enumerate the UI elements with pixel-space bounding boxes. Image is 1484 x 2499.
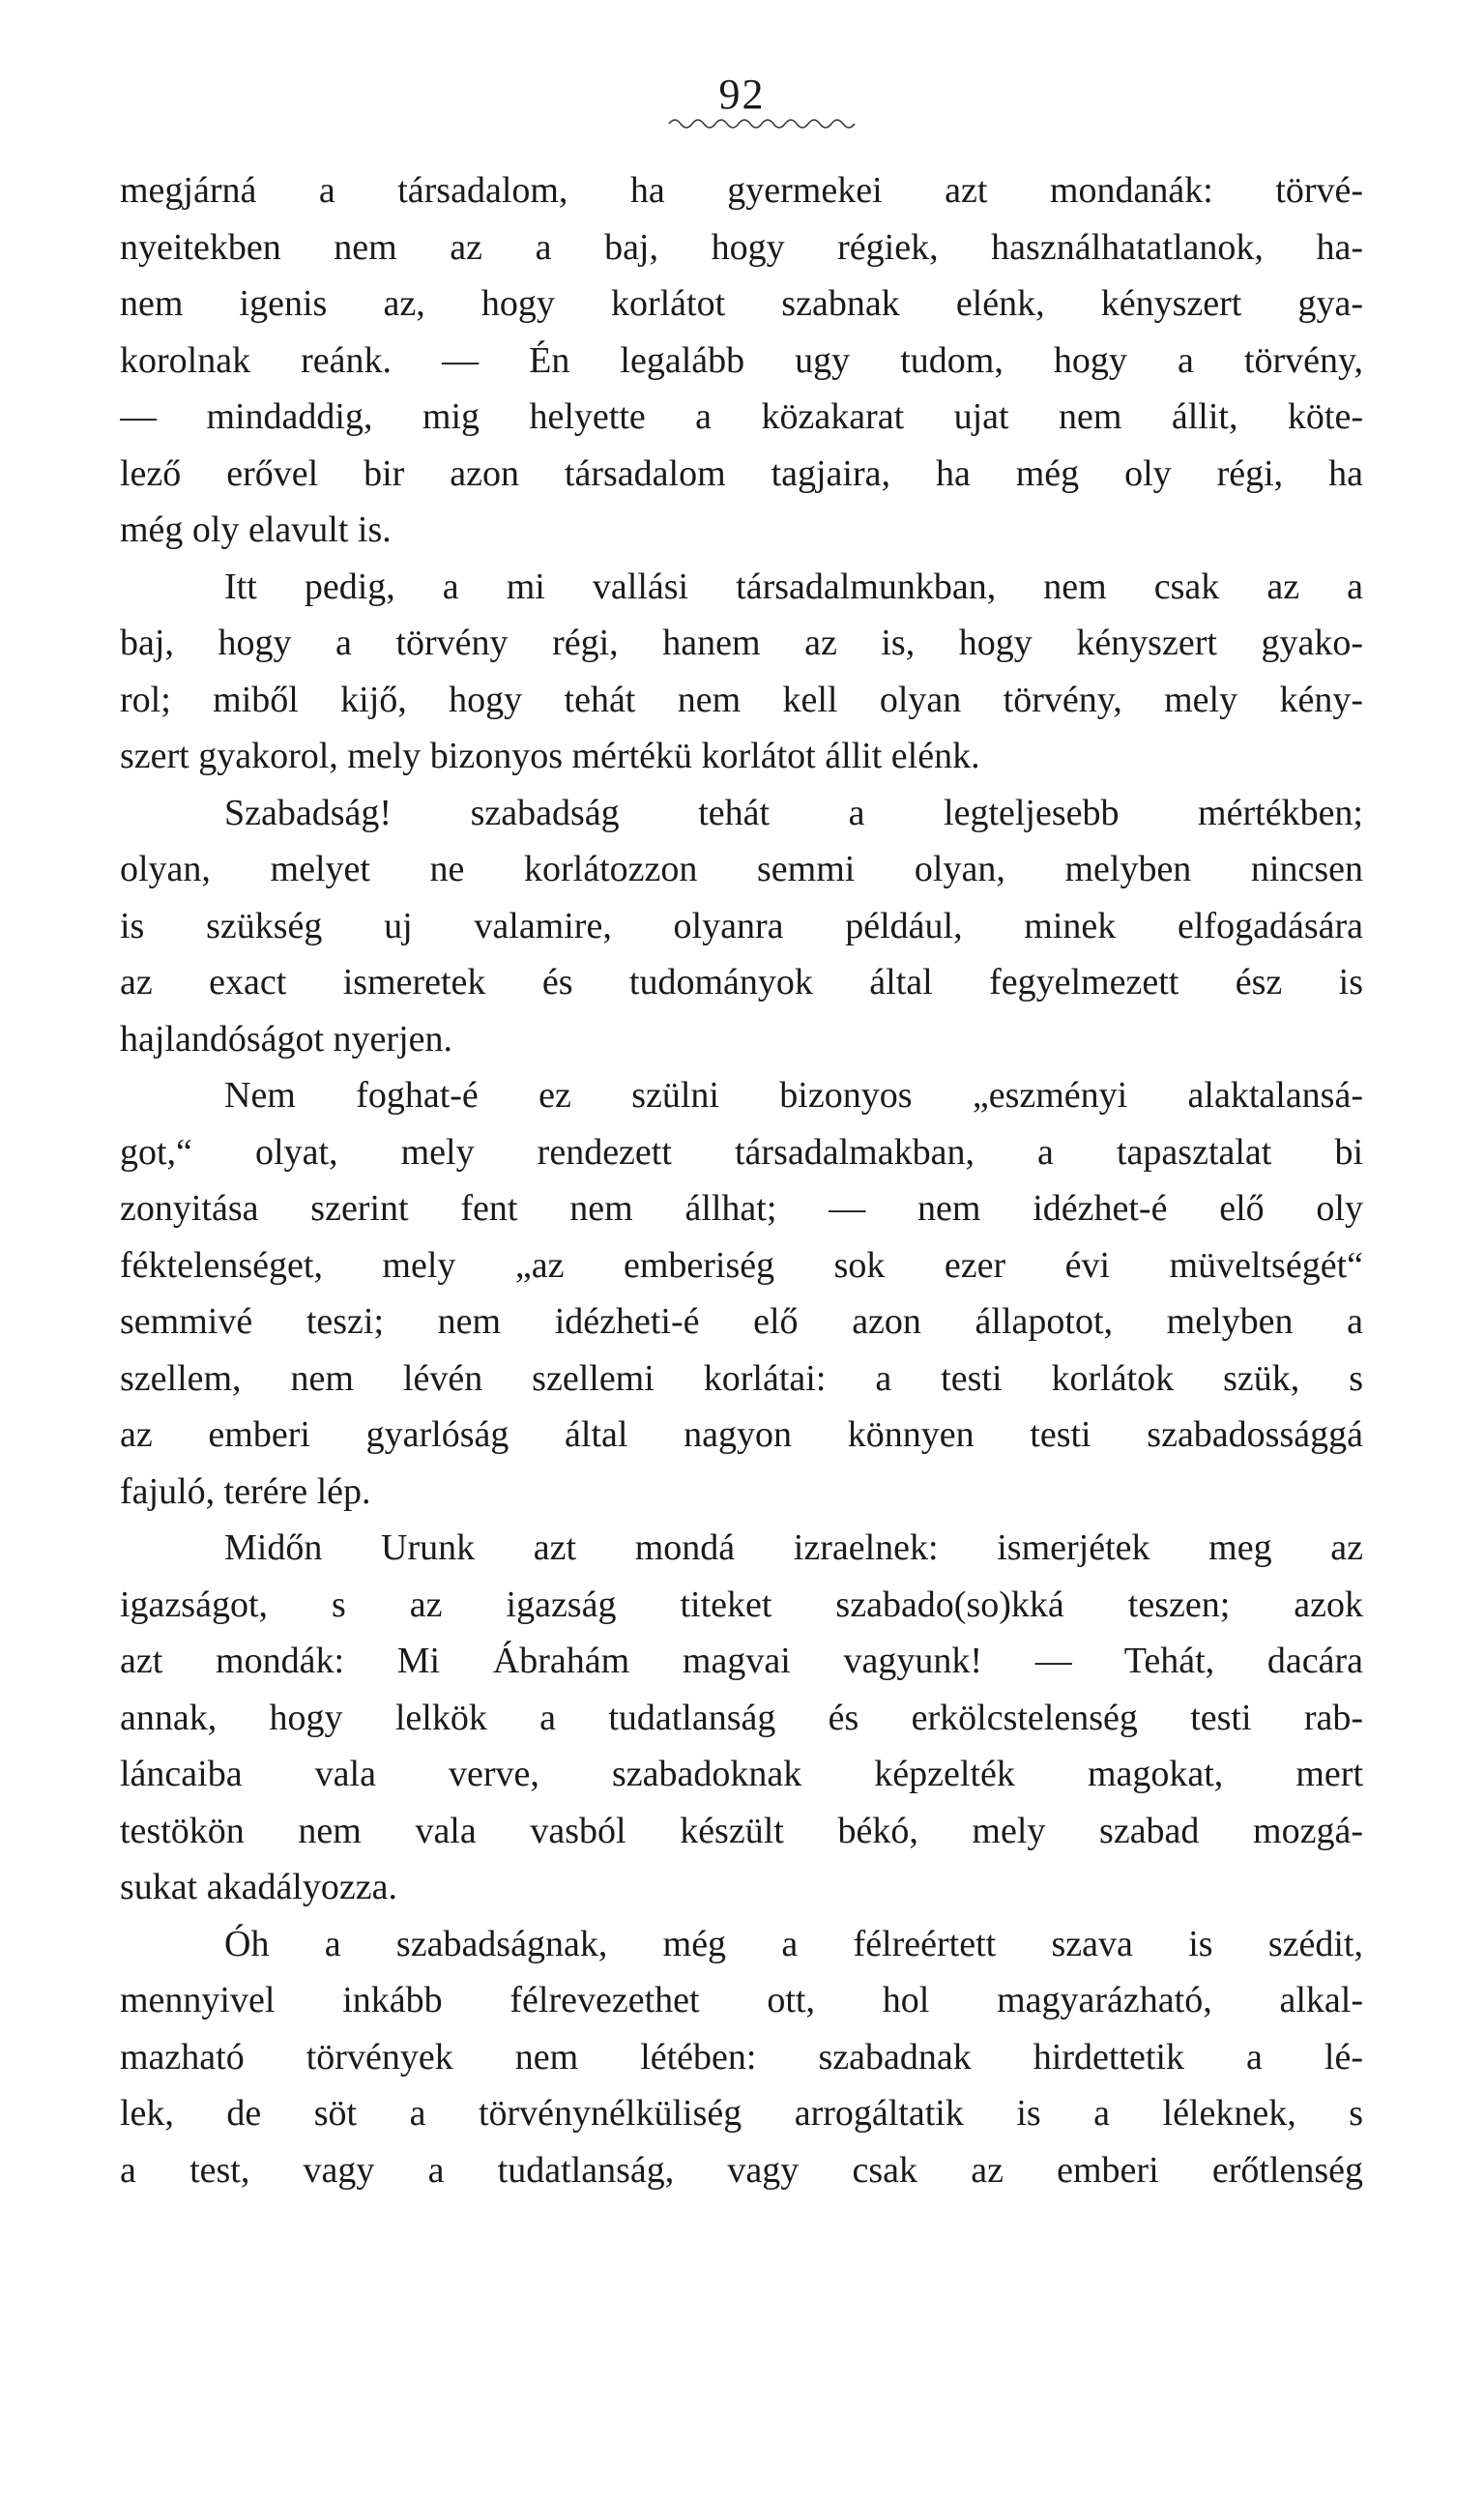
text-line: Midőn Urunk azt mondá izraelnek: ismerjétek meg az xyxy=(224,1527,1363,1568)
text-line: megjárná a társadalom, ha gyermekei azt mondanák: törvé- xyxy=(120,170,1363,211)
page-number: 92 xyxy=(718,71,766,118)
text-line: testökön nem vala vasból készült békó, mely szabad mozgá- xyxy=(120,1810,1363,1851)
text-line: láncaiba vala verve, szabadoknak képzelték magokat, mert xyxy=(120,1754,1363,1794)
text-line: — mindaddig, mig helyette a közakarat ujat nem állit, köte- xyxy=(120,396,1363,437)
text-line: nyeitekben nem az a baj, hogy régiek, használhatatlanok, ha- xyxy=(120,226,1363,268)
text-line: féktelenséget, mely „az emberiség sok ezer évi müveltségét“ xyxy=(120,1244,1363,1286)
text-line: az exact ismeretek és tudományok által fegyelmezett ész is xyxy=(120,962,1363,1003)
text-line: zonyitása szerint fent nem állhat; — nem idézhet-é elő oly xyxy=(120,1188,1363,1229)
text-line: Óh a szabadságnak, még a félreértett szava is szédit, xyxy=(224,1923,1363,1964)
text-line: lező erővel bir azon társadalom tagjaira, ha még oly régi, ha xyxy=(120,452,1363,494)
text-line: fajuló, terére lép. xyxy=(120,1470,371,1512)
text-line: mennyivel inkább félrevezethet ott, hol magyarázható, alkal- xyxy=(120,1980,1363,2020)
text-line: nem igenis az, hogy korlátot szabnak elénk, kényszert gya- xyxy=(120,283,1363,324)
text-line: szellem, nem lévén szellemi korlátai: a testi korlátok szük, s xyxy=(120,1357,1363,1399)
text-line: igazságot, s az igazság titeket szabado(so)kká teszen; azok xyxy=(120,1584,1363,1625)
text-line: szert gyakorol, mely bizonyos mértékü korlátot állit elénk. xyxy=(120,736,980,776)
text-line: az emberi gyarlóság által nagyon könnyen testi szabadossággá xyxy=(120,1414,1363,1455)
text-line: mazható törvények nem létében: szabadnak hirdettetik a lé- xyxy=(120,2036,1363,2078)
text-line: hajlandóságot nyerjen. xyxy=(120,1018,453,1060)
text-line: sukat akadályozza. xyxy=(120,1867,397,1907)
text-line: got,“ olyat, mely rendezett társadalmakban, a tapasztalat bi xyxy=(120,1131,1363,1173)
text-line: Szabadság! szabadság tehát a legteljesebb mértékben; xyxy=(224,792,1363,833)
text-line: a test, vagy a tudatlanság, vagy csak az emberi erőtlenség xyxy=(120,2149,1363,2191)
text-line: korolnak reánk. — Én legalább ugy tudom, hogy a törvény, xyxy=(120,339,1363,381)
text-line: még oly elavult is. xyxy=(120,509,392,550)
text-line: Nem foghat-é ez szülni bizonyos „eszményi alaktalansá- xyxy=(224,1075,1363,1116)
text-line: Itt pedig, a mi vallási társadalmunkban, nem csak az a xyxy=(224,566,1363,607)
text-line: semmivé teszi; nem idézheti-é elő azon állapotot, melyben a xyxy=(120,1301,1363,1342)
text-line: olyan, melyet ne korlátozzon semmi olyan, melyben nincsen xyxy=(120,849,1363,889)
text-line: is szükség uj valamire, olyanra például, minek elfogadására xyxy=(120,905,1363,946)
text-line: lek, de söt a törvénynélküliség arrogáltatik is a léleknek, s xyxy=(120,2093,1363,2134)
text-line: annak, hogy lelkök a tudatlanság és erkölcstelenség testi rab- xyxy=(120,1697,1363,1738)
text-line: rol; miből kijő, hogy tehát nem kell olyan törvény, mely kény- xyxy=(120,679,1363,720)
text-line: baj, hogy a törvény régi, hanem az is, hogy kényszert gyako- xyxy=(120,623,1363,663)
body-text xyxy=(120,162,1363,2198)
page-number-ornament xyxy=(667,114,860,133)
text-line: azt mondák: Mi Ábrahám magvai vagyunk! — Tehát, dacára xyxy=(120,1641,1363,1681)
